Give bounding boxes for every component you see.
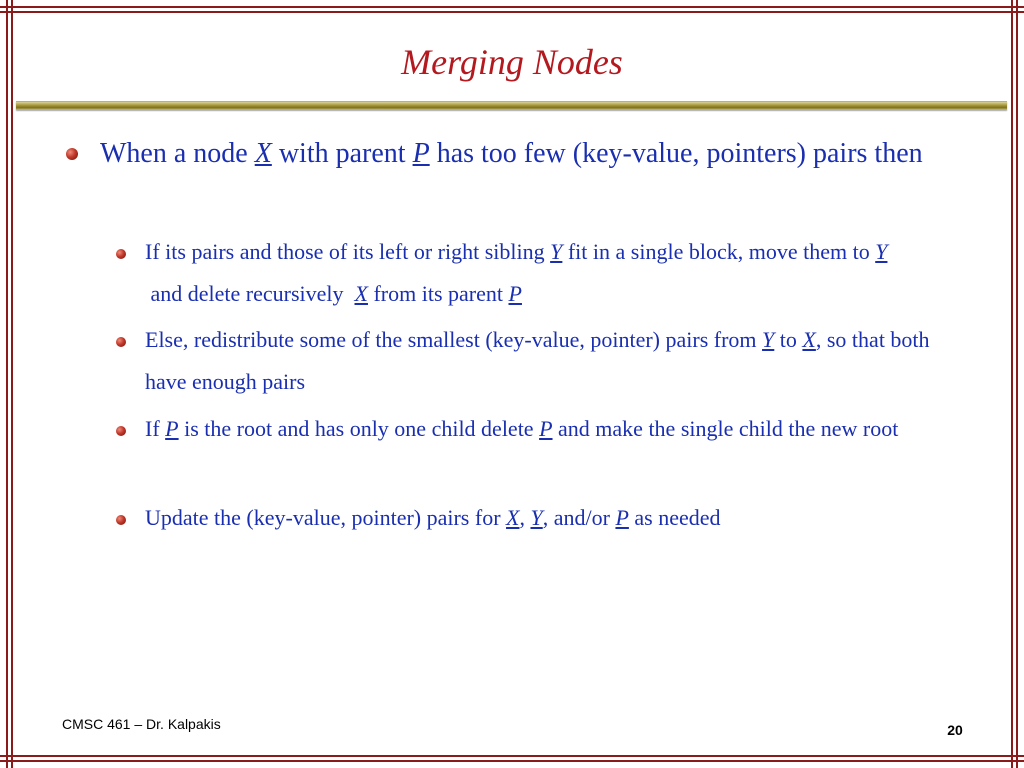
text: Update the (key-value, pointer) pairs for bbox=[145, 505, 507, 530]
text: and make the single child the new root bbox=[552, 416, 899, 441]
bullet-main bbox=[100, 131, 980, 176]
text: , so that both have enough pairs bbox=[145, 327, 930, 394]
frame-right-outer bbox=[1016, 0, 1018, 768]
var-p: P bbox=[539, 416, 553, 441]
text: If bbox=[145, 416, 166, 441]
title-divider bbox=[16, 101, 1007, 110]
text: fit in a single block, move them to bbox=[562, 239, 876, 264]
text: is the root and has only one child delete bbox=[178, 416, 540, 441]
text: from its parent bbox=[367, 281, 509, 306]
text: and delete recursively bbox=[145, 281, 355, 306]
var-y: Y bbox=[530, 505, 543, 530]
bullet-icon bbox=[66, 148, 78, 160]
frame-bottom-inner bbox=[0, 755, 1024, 757]
frame-right-inner bbox=[1011, 0, 1013, 768]
var-x: X bbox=[354, 281, 368, 306]
bullet-sub-2 bbox=[145, 319, 975, 403]
text: When a node bbox=[100, 138, 255, 169]
text: to bbox=[774, 327, 803, 352]
footer-course: CMSC 461 – Dr. Kalpakis bbox=[62, 716, 221, 732]
frame-top-inner bbox=[0, 11, 1024, 13]
var-p: P bbox=[165, 416, 179, 441]
bullet-sub-4 bbox=[145, 497, 975, 539]
frame-top-outer bbox=[0, 6, 1024, 8]
bullet-icon bbox=[116, 249, 126, 259]
text: has too few (key-value, pointers) pairs then bbox=[429, 138, 923, 169]
var-y: Y bbox=[762, 327, 775, 352]
slide-title: Merging Nodes bbox=[401, 42, 623, 82]
frame-bottom-outer bbox=[0, 760, 1024, 762]
var-y: Y bbox=[550, 239, 563, 264]
page-number: 20 bbox=[947, 722, 963, 738]
var-y: Y bbox=[875, 239, 888, 264]
text: Else, redistribute some of the smallest (key-value, pointer) pairs from bbox=[145, 327, 763, 352]
var-p: P bbox=[615, 505, 629, 530]
var-p: P bbox=[508, 281, 522, 306]
text: , and/or bbox=[542, 505, 616, 530]
var-x: X bbox=[802, 327, 816, 352]
frame-left-inner bbox=[11, 0, 13, 768]
bullet-icon bbox=[116, 515, 126, 525]
text: with parent bbox=[271, 138, 413, 169]
text: , bbox=[519, 505, 531, 530]
var-x: X bbox=[506, 505, 520, 530]
var-p: P bbox=[412, 138, 430, 169]
text: If its pairs and those of its left or right sibling bbox=[145, 239, 551, 264]
bullet-icon bbox=[116, 337, 126, 347]
text: as needed bbox=[628, 505, 721, 530]
bullet-sub-1 bbox=[145, 231, 975, 315]
bullet-sub-3 bbox=[145, 408, 975, 450]
var-x: X bbox=[254, 138, 272, 169]
frame-left-outer bbox=[6, 0, 8, 768]
bullet-icon bbox=[116, 426, 126, 436]
